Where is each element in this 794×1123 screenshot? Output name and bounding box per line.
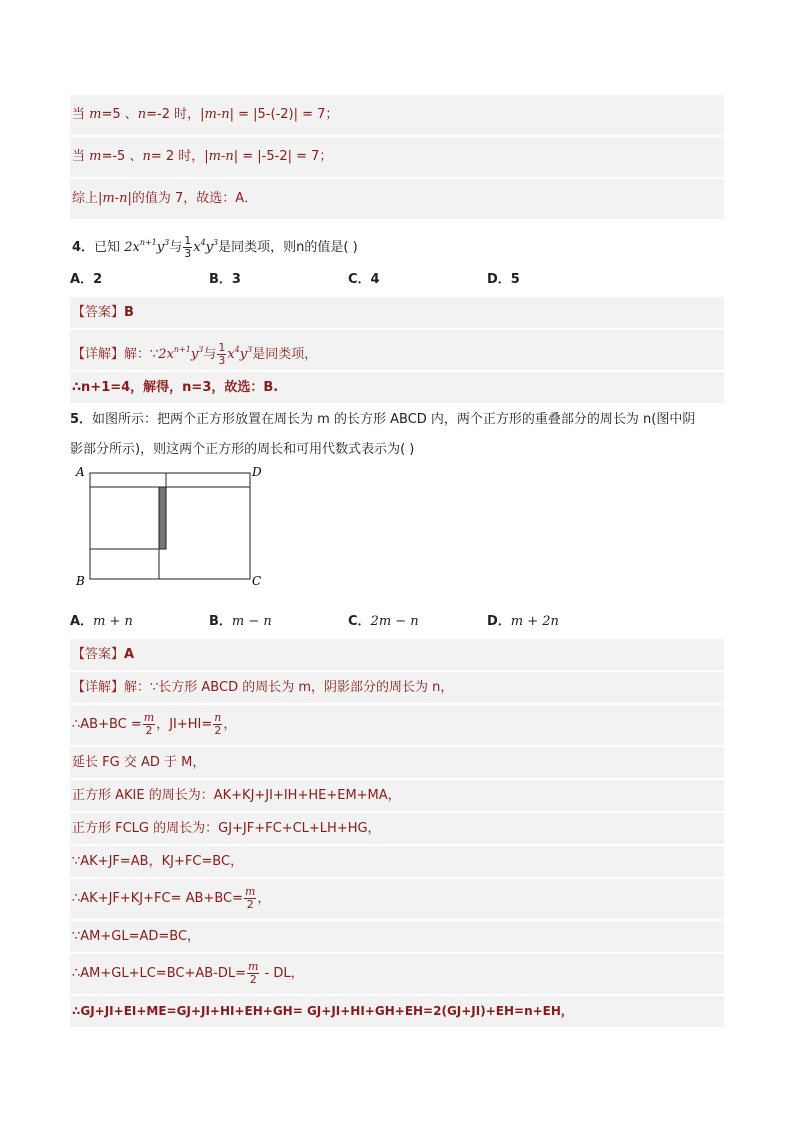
text: ，JI+HI=	[156, 717, 213, 732]
detail-label: 【详解】	[72, 680, 125, 695]
option-label: B．	[209, 614, 232, 629]
term2-y: y	[239, 347, 248, 362]
q5-detail-4	[70, 778, 724, 811]
text: 解：∵	[124, 347, 159, 362]
term1-yexp: 3	[198, 345, 204, 354]
option-label: A．	[70, 614, 94, 629]
text: |	[200, 107, 205, 122]
q3-line-2	[70, 135, 724, 177]
option-label: A．	[70, 272, 94, 287]
option-b[interactable]	[209, 605, 348, 639]
q5-detail-6	[70, 844, 724, 877]
option-text: m − n	[231, 614, 272, 629]
answer-value: B	[124, 305, 134, 320]
frac-num: 1	[184, 234, 192, 247]
document-page	[70, 95, 724, 1027]
square-akie	[90, 487, 166, 549]
q4-detail-1	[70, 328, 724, 370]
q4-solution-block	[70, 297, 724, 403]
option-a[interactable]	[70, 605, 209, 639]
text: 正方形 FCLG 的周长为：GJ+JF+FC+CL+LH+HG，	[72, 821, 381, 836]
text: ∵AM+GL=AD=BC，	[72, 929, 201, 944]
rectangle-diagram	[70, 465, 270, 605]
q5-detail-2	[70, 703, 724, 745]
option-text: m + n	[93, 614, 133, 629]
frac-den: 2	[214, 724, 222, 737]
term1-y: y	[156, 240, 165, 255]
var-n: n	[137, 107, 147, 122]
option-label: D．	[487, 614, 511, 629]
answer-label: 【答案】	[72, 647, 125, 662]
text: ∵AK+JF=AB，KJ+FC=BC，	[72, 854, 244, 869]
text: =5 、	[101, 107, 138, 122]
q5-answer	[70, 639, 724, 670]
option-label: B．	[209, 272, 232, 287]
q5-solution-block	[70, 639, 724, 1027]
q5-stem-line-2: 影部分所示)，则这两个正方形的周长和可用代数式表示为( )	[70, 442, 415, 457]
question-number: 4．	[72, 240, 95, 255]
term1	[124, 240, 169, 255]
q5-detail-1	[70, 670, 724, 703]
term2-exp: 4	[200, 238, 206, 247]
text: 当	[72, 107, 90, 122]
text: 正方形 AKIE 的周长为：AK+KJ+JI+IH+HE+EM+MA，	[72, 788, 401, 803]
frac-num: m	[248, 960, 259, 973]
q3-solution-block	[70, 95, 724, 219]
text: |的值为 7，故选：A．	[127, 191, 258, 206]
term2-base: x	[227, 347, 235, 362]
term2-exp: 4	[234, 345, 240, 354]
answer-value: A	[124, 647, 135, 662]
q4-answer	[70, 297, 724, 328]
option-d[interactable]	[487, 263, 626, 297]
q3-line-1	[70, 95, 724, 135]
q5-figure	[70, 465, 724, 605]
label-b: B	[76, 574, 85, 588]
fraction	[213, 712, 222, 737]
q5-detail-7	[70, 877, 724, 919]
option-text: 4	[370, 272, 380, 287]
fraction	[143, 712, 155, 737]
text: =-2 时，	[146, 107, 201, 122]
term1-base: 2x	[158, 347, 174, 362]
text: 如图所示：把两个正方形放置在周长为 m 的长方形 ABCD 内，两个正方形的重叠部分的周长为 n(图中阴	[92, 412, 696, 427]
q5-stem-line-1	[70, 405, 724, 435]
text: = 2 时，	[150, 149, 205, 164]
frac-den: 2	[246, 898, 254, 911]
option-text: 3	[231, 272, 241, 287]
var-m: m	[89, 149, 102, 164]
q3-line-3	[70, 177, 724, 219]
frac-num: m	[244, 885, 256, 898]
term1	[158, 347, 203, 362]
option-b[interactable]	[209, 263, 348, 297]
option-text: 2	[93, 272, 103, 287]
text: - DL，	[260, 966, 304, 981]
text: 是同类项，	[252, 347, 318, 362]
label-d: D	[252, 465, 262, 479]
q5-detail-3	[70, 745, 724, 778]
text: 综上|	[72, 191, 103, 206]
term2	[227, 347, 252, 362]
option-c[interactable]	[348, 605, 487, 639]
text: =-5 、	[101, 149, 143, 164]
frac-num: n	[214, 711, 222, 724]
option-label: D．	[487, 272, 511, 287]
shaded-overlap	[159, 487, 166, 549]
term2-yexp: 3	[247, 345, 253, 354]
label-c: C	[252, 574, 262, 588]
rectangle-abcd	[90, 473, 250, 579]
frac-den: 2	[249, 973, 257, 986]
var-n: n	[142, 149, 151, 164]
var-mn: m-n	[204, 107, 230, 122]
q5-detail-8	[70, 919, 724, 952]
text: ∴AK+JF+KJ+FC= AB+BC=	[72, 891, 243, 906]
option-label: C．	[348, 272, 371, 287]
detail-label: 【详解】	[72, 347, 125, 362]
text: 是同类项，则n的值是( )	[218, 240, 358, 255]
text: | = |5-(-2)| = 7；	[229, 107, 339, 122]
frac-num: m	[143, 711, 155, 724]
var-mn: m-n	[208, 149, 234, 164]
text: ∴AB+BC =	[72, 717, 142, 732]
term2	[193, 240, 218, 255]
term1-yexp: 3	[164, 238, 170, 247]
text: ∴n+1=4，解得，n=3，故选：B.	[72, 380, 279, 395]
frac-den: 3	[184, 247, 192, 260]
q5-detail-9	[70, 952, 724, 994]
question-number: 5．	[70, 412, 93, 427]
option-c[interactable]	[348, 263, 487, 297]
frac-den: 2	[145, 724, 153, 737]
term1-exp: n+1	[173, 345, 191, 354]
q4-options	[70, 263, 724, 297]
option-label: C．	[348, 614, 371, 629]
text: 与	[169, 240, 183, 255]
option-text: 2m − n	[370, 614, 419, 629]
q5-stem	[70, 405, 724, 465]
option-d[interactable]	[487, 605, 626, 639]
text: 延长 FG 交 AD 于 M，	[72, 755, 206, 770]
fraction	[217, 342, 226, 367]
term2-yexp: 3	[213, 238, 219, 247]
term2-y: y	[205, 240, 214, 255]
option-text: m + 2n	[510, 614, 559, 629]
answer-label: 【答案】	[72, 305, 125, 320]
text: 解：∵长方形 ABCD 的周长为 m，阴影部分的周长为 n，	[124, 680, 454, 695]
text: ，	[257, 891, 271, 906]
fraction	[247, 961, 259, 986]
label-a: A	[76, 465, 85, 479]
fraction	[183, 235, 192, 260]
var-mn: m-n	[102, 191, 128, 206]
term1-exp: n+1	[139, 238, 157, 247]
term1-y: y	[190, 347, 199, 362]
text: ∴GJ+JI+EI+ME=GJ+JI+HI+EH+GH= GJ+JI+HI+GH+EH=2(GJ+JI)+EH=n+EH，	[72, 1004, 573, 1018]
q4-detail-2	[70, 370, 724, 403]
q5-detail-5	[70, 811, 724, 844]
text: ∴AM+GL+LC=BC+AB-DL=	[72, 966, 247, 981]
option-text: 5	[510, 272, 520, 287]
text: ，	[223, 717, 237, 732]
term1-base: 2x	[124, 240, 140, 255]
q4-stem	[70, 223, 724, 263]
text: 与	[203, 347, 217, 362]
text: |	[204, 149, 209, 164]
var-m: m	[89, 107, 102, 122]
frac-num: 1	[218, 341, 226, 354]
text: 已知	[94, 240, 121, 255]
option-a[interactable]	[70, 263, 209, 297]
term2-base: x	[193, 240, 201, 255]
text: 当	[72, 149, 90, 164]
text: | = |-5-2| = 7；	[233, 149, 333, 164]
fraction	[244, 886, 256, 911]
q5-options	[70, 605, 724, 639]
q5-detail-10	[70, 994, 724, 1027]
frac-den: 3	[218, 354, 226, 367]
